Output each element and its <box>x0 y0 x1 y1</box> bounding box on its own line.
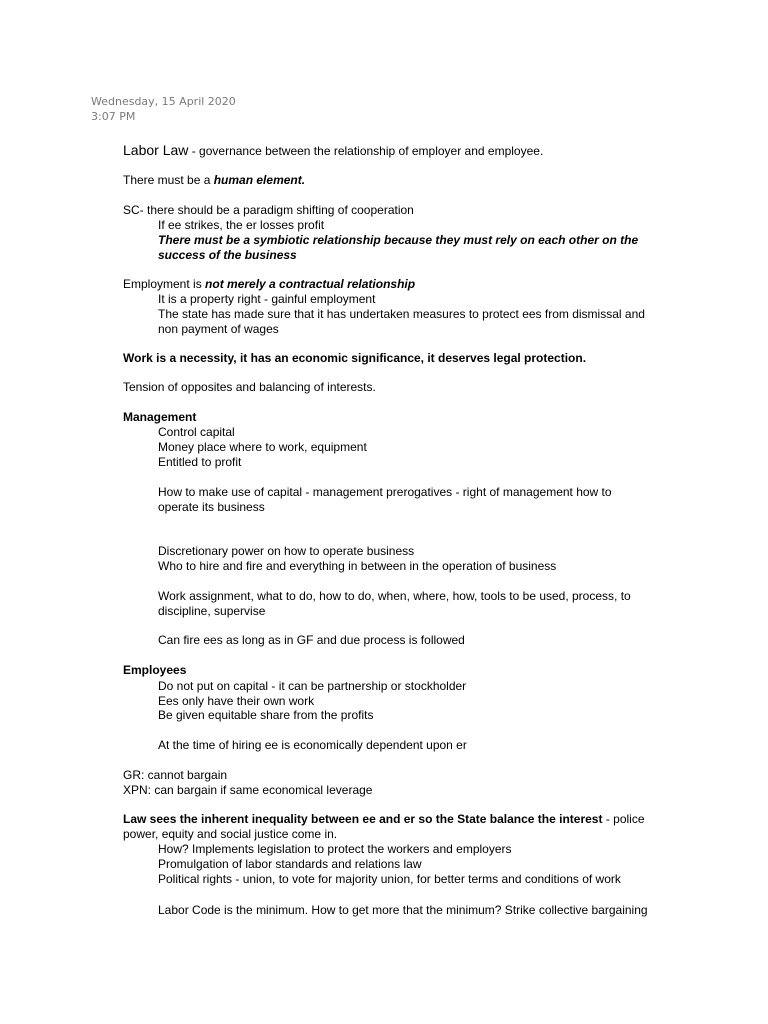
symbiotic-line-2: success of the business <box>158 248 297 262</box>
law-sees-emphasis: Law sees the inherent inequality between ee and er so the State balance the interest <box>123 812 603 826</box>
work-assignment-line-1: Work assignment, what to do, how to do, when, where, how, tools to be used, process, to <box>158 589 631 603</box>
tension-line: Tension of opposites and balancing of interests. <box>123 380 376 394</box>
xpn-line: XPN: can bargain if same economical leverage <box>123 783 373 797</box>
labor-code-line: Labor Code is the minimum. How to get more that the minimum? Strike collective bargaining <box>158 903 648 917</box>
dependent-line: At the time of hiring ee is economically dependent upon er <box>158 738 467 752</box>
note-time: 3:07 PM <box>91 110 136 123</box>
state-line-1: The state has made sure that it has undertaken measures to protect ees from dismissal and <box>158 307 645 321</box>
political-rights-line: Political rights - union, to vote for majority union, for better terms and conditions of work <box>158 872 621 886</box>
employees-heading: Employees <box>123 663 187 677</box>
labor-law-definition: - governance between the relationship of employer and employee. <box>188 144 544 158</box>
property-right-line: It is a property right - gainful employment <box>158 292 376 306</box>
own-work-line: Ees only have their own work <box>158 694 315 708</box>
law-sees-line-2: power, equity and social justice come in. <box>123 827 338 841</box>
promulgation-line: Promulgation of labor standards and relations law <box>158 857 422 871</box>
symbiotic-line-1: There must be a symbiotic relationship because they must rely on each other on the <box>158 233 639 247</box>
labor-law-term: Labor Law <box>123 142 189 158</box>
ee-strikes-line: If ee strikes, the er losses profit <box>158 218 325 232</box>
employment-emphasis: not merely a contractual relationship <box>205 277 416 291</box>
entitled-profit-line: Entitled to profit <box>158 455 242 469</box>
employment-line <box>123 277 415 292</box>
can-fire-line: Can fire ees as long as in GF and due process is followed <box>158 633 465 647</box>
law-sees-line-1 <box>123 812 645 827</box>
no-capital-line: Do not put on capital - it can be partnership or stockholder <box>158 679 467 693</box>
capital-use-line-2: operate its business <box>158 500 265 514</box>
management-heading: Management <box>123 410 197 424</box>
equitable-share-line: Be given equitable share from the profits <box>158 708 374 722</box>
work-assignment-line-2: discipline, supervise <box>158 604 266 618</box>
labor-law-line <box>123 143 543 159</box>
capital-use-line-1: How to make use of capital - management prerogatives - right of management how to <box>158 485 612 499</box>
work-necessity-line: Work is a necessity, it has an economic significance, it deserves legal protection. <box>123 351 587 365</box>
discretionary-line: Discretionary power on how to operate business <box>158 544 415 558</box>
gr-line: GR: cannot bargain <box>123 768 228 782</box>
human-prefix: There must be a <box>123 173 214 187</box>
sc-line: SC- there should be a paradigm shifting of cooperation <box>123 203 414 217</box>
hire-fire-line: Who to hire and fire and everything in between in the operation of business <box>158 559 557 573</box>
how-implements-line: How? Implements legislation to protect the workers and employers <box>158 842 512 856</box>
employment-prefix: Employment is <box>123 277 206 291</box>
note-date: Wednesday, 15 April 2020 <box>91 95 236 108</box>
control-capital-line: Control capital <box>158 425 235 439</box>
human-element-line <box>123 173 305 188</box>
human-emphasis: human element. <box>213 173 306 187</box>
money-place-line: Money place where to work, equipment <box>158 440 367 454</box>
law-sees-rest: - police <box>602 812 645 826</box>
state-line-2: non payment of wages <box>158 322 279 336</box>
